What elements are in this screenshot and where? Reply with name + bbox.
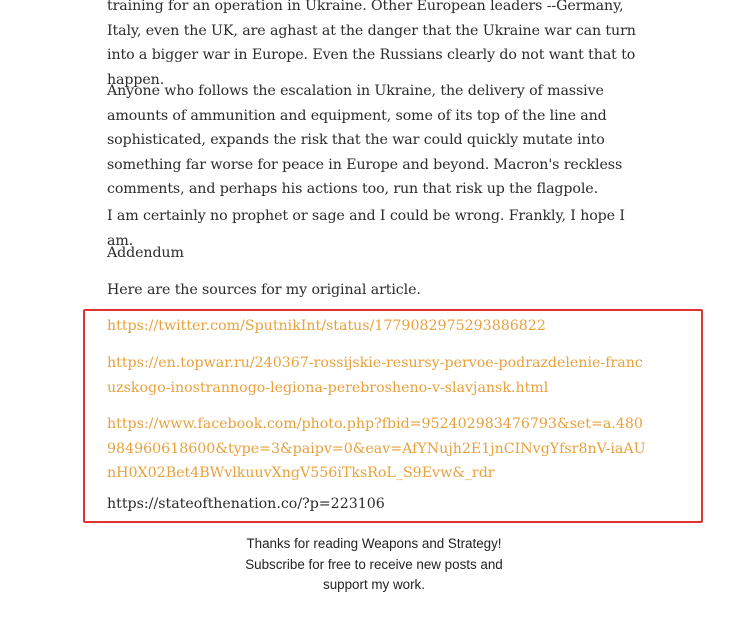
article-paragraph: I am certainly no prophet or sage and I could be wrong. Frankly, I hope I am. xyxy=(107,208,625,249)
source-link-twitter[interactable]: https://twitter.com/SputnikInt/status/1779082975293886822 xyxy=(107,318,546,334)
footer-line: Thanks for reading Weapons and Strategy! xyxy=(246,536,502,551)
subscribe-footer xyxy=(0,534,748,596)
source-link-facebook[interactable]: https://www.facebook.com/photo.php?fbid=952402983476793&set=a.480984960618600&type=3&paipv=0&eav=AfYNujh2E1jnCINvgYfsr8nV-iaAUnH0X02Bet4BWvlkuuvXngV556iTksRoL_S9Evw&_rdr xyxy=(107,416,646,482)
footer-line: support my work. xyxy=(323,577,425,592)
source-plain-text: https://stateofthenation.co/?p=223106 xyxy=(107,496,385,512)
article-paragraph: Anyone who follows the escalation in Ukraine, the delivery of massive amounts of ammunition and equipment, some of its top of the line and sophisticated, expands the risk that the war could quickly mutate into something far worse for peace in Europe and beyond. Macron's reckless comments, and perhaps his actions too, run that risk up the flagpole. xyxy=(107,83,623,198)
article-paragraph: training for an operation in Ukraine. Other European leaders --Germany, Italy, even the UK, are aghast at the danger that the Ukraine war can turn into a bigger war in Europe. Even the Russians clearly do not want that to happen. xyxy=(107,0,636,88)
sources-intro: Here are the sources for my original article. xyxy=(107,282,421,298)
footer-line: Subscribe for free to receive new posts and xyxy=(245,556,503,572)
source-link-topwar[interactable]: https://en.topwar.ru/240367-rossijskie-resursy-pervoe-podrazdelenie-francuzskogo-inostrannogo-legiona-perebrosheno-v-slavjansk.html xyxy=(107,355,643,396)
addendum-heading: Addendum xyxy=(107,245,184,261)
